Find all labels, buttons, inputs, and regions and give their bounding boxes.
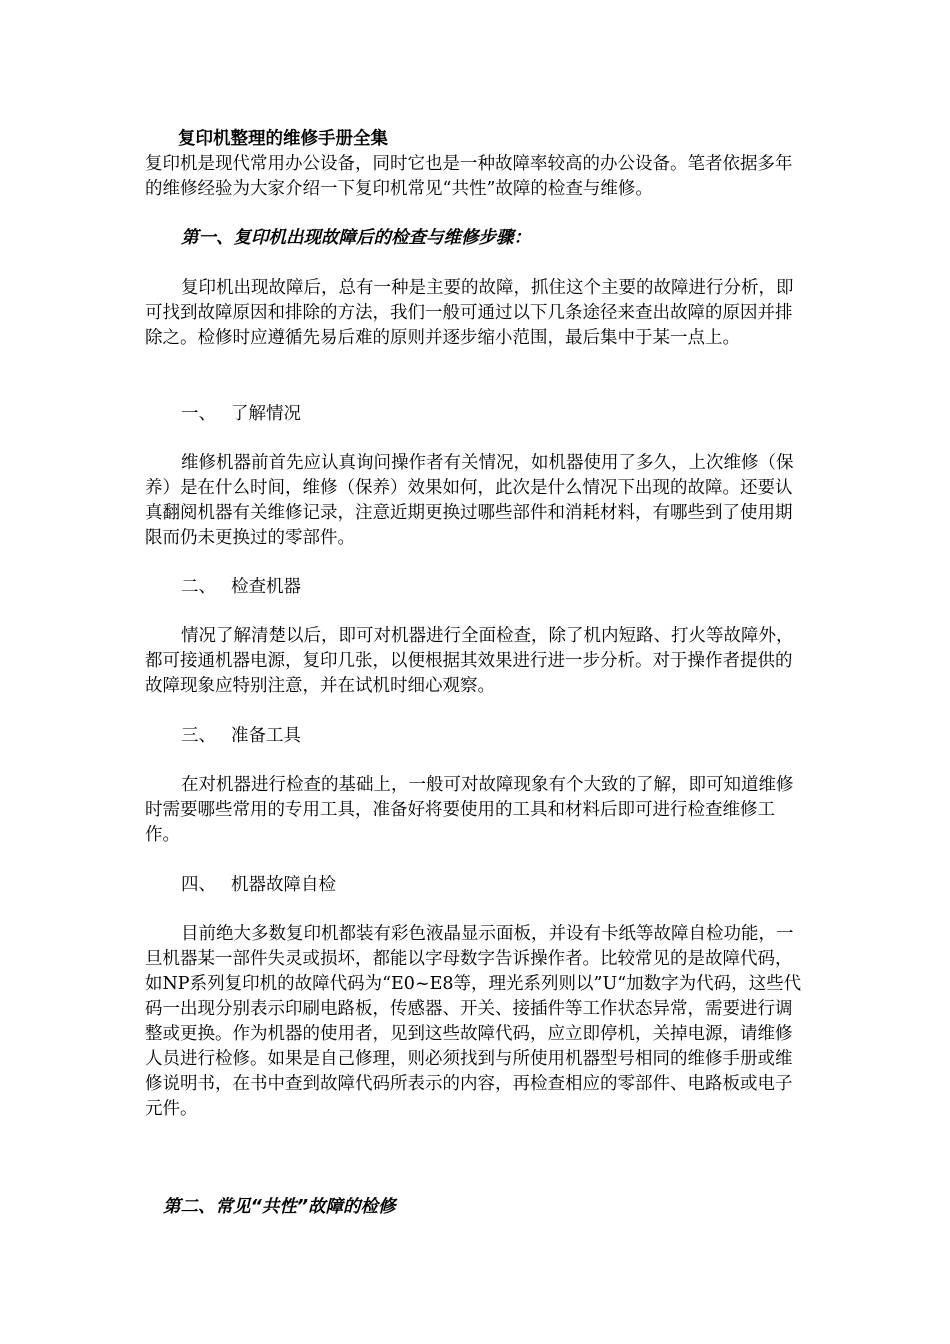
section2-heading: 第二、常见“共性”故障的检修	[163, 1197, 396, 1217]
step3-number: 三、	[181, 726, 216, 746]
step1-heading	[181, 402, 301, 427]
section1-heading: 第一、复印机出现故障后的检查与维修步骤：	[181, 228, 531, 248]
step2-title: 检查机器	[231, 577, 301, 597]
step3-heading	[181, 724, 301, 749]
intro-paragraph: 复印机是现代常用办公设备，同时它也是一种故障率较高的办公设备。笔者依据多年的维修经验为大家介绍一下复印机常见“共性”故障的检查与维修。	[145, 154, 793, 199]
step4-number: 四、	[181, 875, 216, 895]
step2-heading	[181, 575, 301, 600]
step1-title: 了解情况	[231, 404, 301, 424]
step2-number: 二、	[181, 577, 216, 597]
step3-paragraph: 在对机器进行检查的基础上，一般可对故障现象有个大致的了解，即可知道维修时需要哪些常用的专用工具，准备好将要使用的工具和材料后即可进行检查维修工作。	[145, 775, 794, 845]
step4-paragraph: 目前绝大多数复印机都装有彩色液晶显示面板，并设有卡纸等故障自检功能，一旦机器某一部件失灵或损坏，都能以字母数字告诉操作者。比较常见的是故障代码，如NP系列复印机的故障代码为“E0~E8等，理光系列则以”U“加数字为代码，这些代码一出现分别表示印刷电路板，传感器、开关、接插件等工作状态异常，需要进行调整或更换。作为机器的使用者，见到这些故障代码，应立即停机，关掉电源，请维修人员进行检修。如果是自己修理，则必须找到与所使用机器型号相同的维修手册或维修说明书，在书中查到故障代码所表示的内容，再检查相应的零部件、电路板或电子元件。	[145, 924, 802, 1119]
step3-title: 准备工具	[231, 726, 301, 746]
step2-paragraph: 情况了解清楚以后，即可对机器进行全面检查，除了机内短路、打火等故障外，都可接通机器电源，复印几张，以便根据其效果进行进一步分析。对于操作者提供的故障现象应特别注意，并在试机时细心观察。	[145, 626, 794, 696]
step4-heading	[181, 873, 336, 898]
section1-intro-paragraph: 复印机出现故障后，总有一种是主要的故障，抓住这个主要的故障进行分析，即可找到故障原因和排除的方法，我们一般可通过以下几条途径来查出故障的原因并排除之。检修时应遵循先易后难的原则并逐步缩小范围，最后集中于某一点上。	[145, 278, 794, 348]
step4-title: 机器故障自检	[231, 875, 336, 895]
document-title: 复印机整理的维修手册全集	[178, 129, 388, 149]
step1-paragraph: 维修机器前首先应认真询问操作者有关情况，如机器使用了多久，上次维修（保养）是在什么时间，维修（保养）效果如何，此次是什么情况下出现的故障。还要认真翻阅机器有关维修记录，注意近期更换过哪些部件和消耗材料，有哪些到了使用期限而仍未更换过的零部件。	[145, 453, 794, 548]
step1-number: 一、	[181, 404, 216, 424]
